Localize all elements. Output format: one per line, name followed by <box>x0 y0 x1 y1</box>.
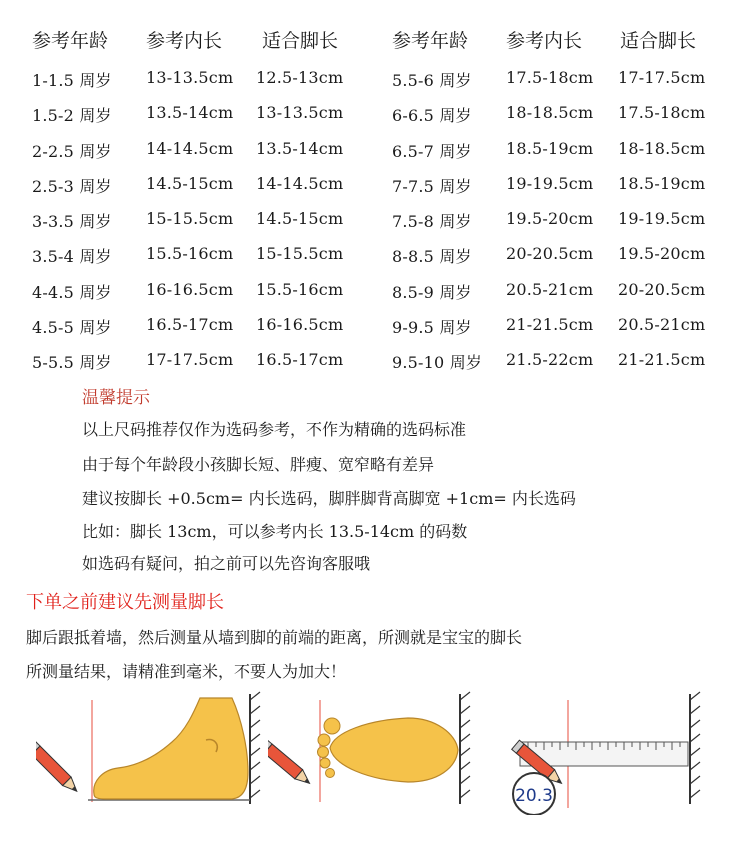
foot-side-view-illustration <box>36 690 266 810</box>
header-foot-length-right: 适合脚长 <box>620 30 697 52</box>
size-table-row <box>0 315 750 345</box>
row-foot-length-right: 18-18.5cm <box>618 139 706 158</box>
row-foot-length-left: 14.5-15cm <box>256 209 344 228</box>
row-foot-length-right: 17.5-18cm <box>618 103 706 122</box>
header-inner-length-left: 参考内长 <box>146 30 223 52</box>
row-age-left: 2.5-3 周岁 <box>32 177 112 196</box>
row-foot-length-left: 15-15.5cm <box>256 244 344 263</box>
row-foot-length-right: 19.5-20cm <box>618 244 706 263</box>
row-inner-length-right: 17.5-18cm <box>506 68 594 87</box>
size-table-row <box>0 68 750 98</box>
row-foot-length-left: 16.5-17cm <box>256 350 344 369</box>
row-age-right: 6-6.5 周岁 <box>392 106 472 125</box>
row-age-left: 4.5-5 周岁 <box>32 318 112 337</box>
tips-title: 温馨提示 <box>82 388 150 408</box>
row-age-right: 8.5-9 周岁 <box>392 283 472 302</box>
foot-side-icon <box>94 698 248 799</box>
row-age-right: 5.5-6 周岁 <box>392 71 472 90</box>
row-inner-length-left: 14.5-15cm <box>146 174 234 193</box>
row-inner-length-right: 20.5-21cm <box>506 280 594 299</box>
row-inner-length-right: 18-18.5cm <box>506 103 594 122</box>
row-age-right: 7.5-8 周岁 <box>392 212 472 231</box>
size-table-row <box>0 103 750 133</box>
row-age-right: 6.5-7 周岁 <box>392 142 472 161</box>
row-inner-length-left: 14-14.5cm <box>146 139 234 158</box>
size-table-row <box>0 174 750 204</box>
wall-hatching <box>250 692 260 804</box>
row-inner-length-left: 15-15.5cm <box>146 209 234 228</box>
row-age-right: 8-8.5 周岁 <box>392 247 472 266</box>
tip-line: 如选码有疑问，拍之前可以先咨询客服哦 <box>82 554 371 573</box>
row-foot-length-right: 18.5-19cm <box>618 174 706 193</box>
row-age-left: 3.5-4 周岁 <box>32 247 112 266</box>
row-age-right: 9.5-10 周岁 <box>392 353 483 372</box>
size-table-row <box>0 209 750 239</box>
row-inner-length-right: 19-19.5cm <box>506 174 594 193</box>
row-foot-length-right: 20-20.5cm <box>618 280 706 299</box>
row-age-left: 1.5-2 周岁 <box>32 106 112 125</box>
size-table-header <box>0 0 750 52</box>
row-inner-length-right: 19.5-20cm <box>506 209 594 228</box>
header-age-left: 参考年龄 <box>32 30 109 52</box>
size-table-row <box>0 280 750 310</box>
row-inner-length-right: 18.5-19cm <box>506 139 594 158</box>
row-age-left: 3-3.5 周岁 <box>32 212 112 231</box>
row-inner-length-right: 20-20.5cm <box>506 244 594 263</box>
row-foot-length-left: 14-14.5cm <box>256 174 344 193</box>
row-inner-length-left: 16-16.5cm <box>146 280 234 299</box>
row-foot-length-right: 21-21.5cm <box>618 350 706 369</box>
measure-instruction: 所测量结果，请精准到毫米，不要人为加大！ <box>26 662 347 681</box>
size-table-row <box>0 350 750 380</box>
row-inner-length-left: 17-17.5cm <box>146 350 234 369</box>
foot-top-view-illustration <box>268 690 478 810</box>
pencil-icon <box>36 742 81 796</box>
row-foot-length-left: 13.5-14cm <box>256 139 344 158</box>
row-inner-length-left: 13.5-14cm <box>146 103 234 122</box>
row-foot-length-left: 13-13.5cm <box>256 103 344 122</box>
tip-line: 由于每个年龄段小孩脚长短、胖瘦、宽窄略有差异 <box>82 455 435 474</box>
row-age-left: 1-1.5 周岁 <box>32 71 112 90</box>
wall-hatching <box>690 692 700 804</box>
measure-instruction: 脚后跟抵着墙，然后测量从墙到脚的前端的距离，所测就是宝宝的脚长 <box>26 628 523 647</box>
row-age-left: 5-5.5 周岁 <box>32 353 112 372</box>
row-foot-length-right: 19-19.5cm <box>618 209 706 228</box>
row-foot-length-right: 17-17.5cm <box>618 68 706 87</box>
row-foot-length-right: 20.5-21cm <box>618 315 706 334</box>
wall-hatching <box>460 692 470 804</box>
header-foot-length-left: 适合脚长 <box>262 30 339 52</box>
tip-line: 以上尺码推荐仅作为选码参考，不作为精确的选码标准 <box>82 420 467 439</box>
pencil-icon <box>268 740 313 788</box>
row-inner-length-right: 21.5-22cm <box>506 350 594 369</box>
header-inner-length-right: 参考内长 <box>506 30 583 52</box>
row-inner-length-left: 16.5-17cm <box>146 315 234 334</box>
size-table-row <box>0 139 750 169</box>
row-foot-length-left: 15.5-16cm <box>256 280 344 299</box>
ruler-reading-value: 20.3 <box>515 786 553 806</box>
row-foot-length-left: 12.5-13cm <box>256 68 344 87</box>
foot-top-icon <box>330 718 458 782</box>
measure-title: 下单之前建议先测量脚长 <box>26 592 224 613</box>
row-inner-length-left: 15.5-16cm <box>146 244 234 263</box>
row-age-right: 7-7.5 周岁 <box>392 177 472 196</box>
row-foot-length-left: 16-16.5cm <box>256 315 344 334</box>
header-age-right: 参考年龄 <box>392 30 469 52</box>
ruler-reading-illustration <box>500 690 710 815</box>
row-age-right: 9-9.5 周岁 <box>392 318 472 337</box>
row-inner-length-right: 21-21.5cm <box>506 315 594 334</box>
tip-line: 比如：脚长 13cm，可以参考内长 13.5-14cm 的码数 <box>82 522 468 541</box>
row-age-left: 4-4.5 周岁 <box>32 283 112 302</box>
size-table-row <box>0 244 750 274</box>
tip-line: 建议按脚长 +0.5cm= 内长选码，脚胖脚背高脚宽 +1cm= 内长选码 <box>82 489 576 508</box>
row-inner-length-left: 13-13.5cm <box>146 68 234 87</box>
row-age-left: 2-2.5 周岁 <box>32 142 112 161</box>
